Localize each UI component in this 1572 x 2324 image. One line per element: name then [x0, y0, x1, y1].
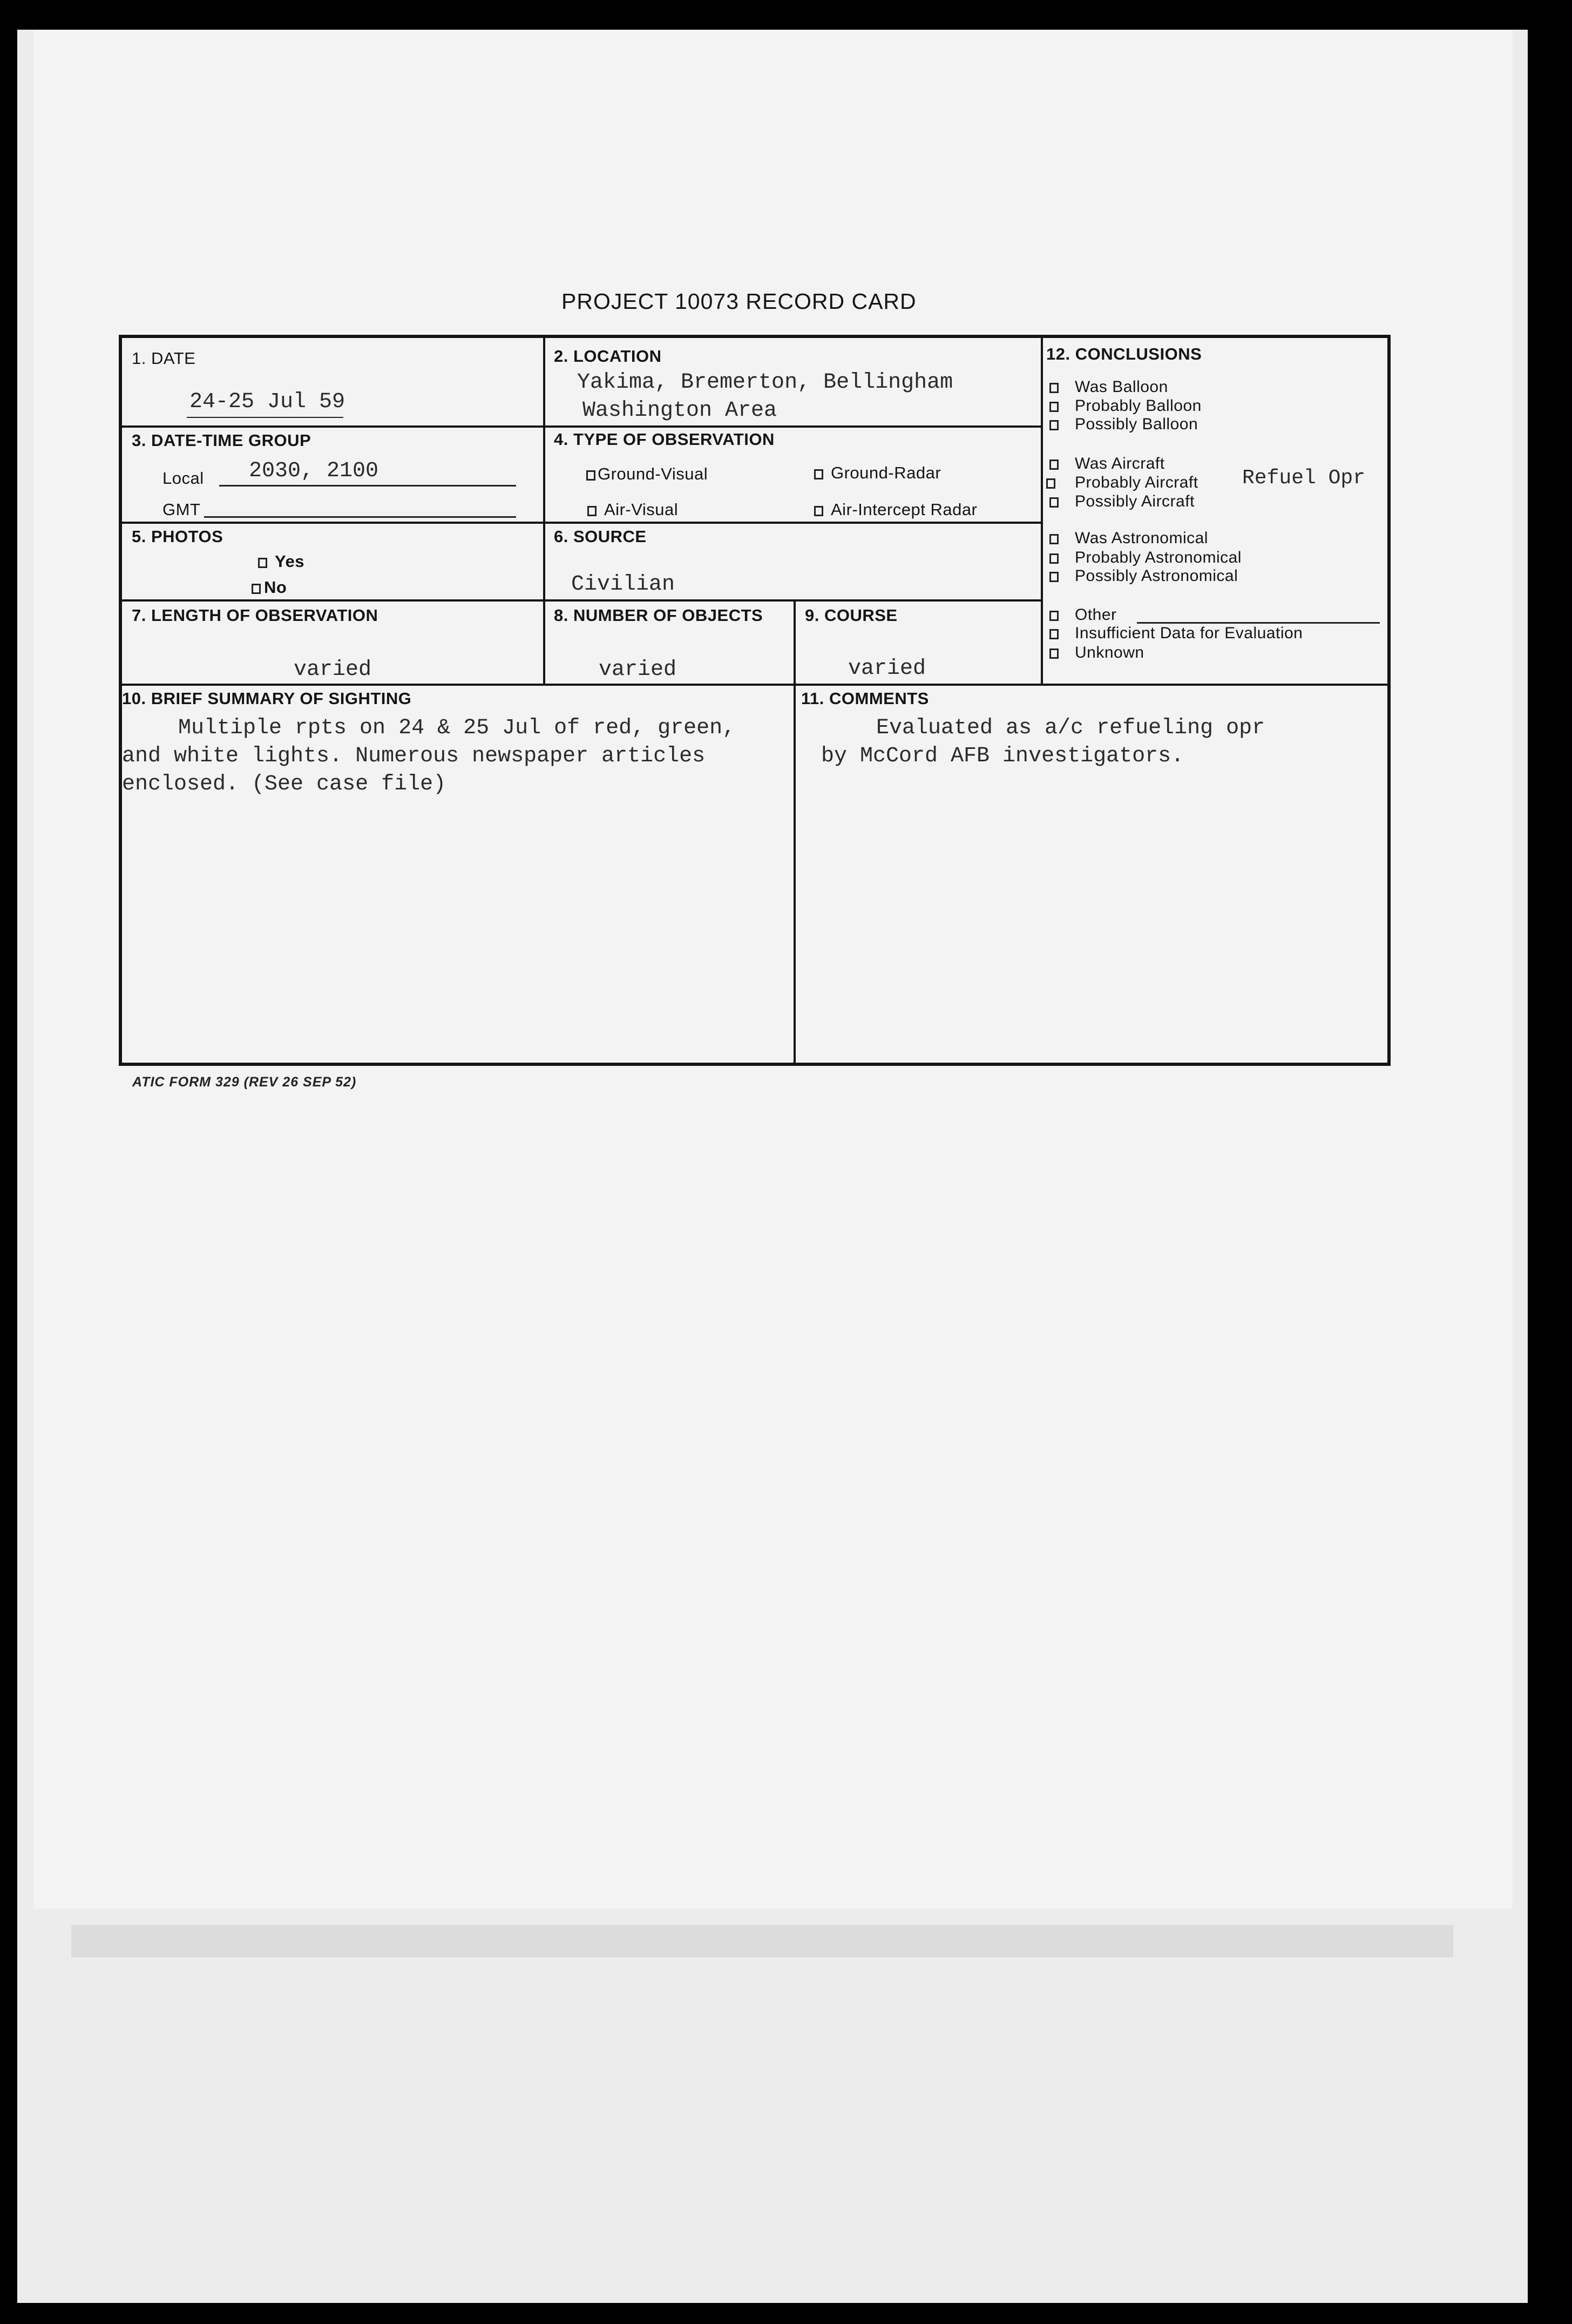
length-label: 7. LENGTH OF OBSERVATION — [132, 606, 378, 625]
checkbox-checked-icon — [1046, 478, 1055, 489]
concl-was-aircraft: Was Aircraft — [1049, 455, 1165, 473]
length-value: varied — [294, 658, 372, 682]
checkbox-icon — [1049, 383, 1059, 393]
checkbox-icon — [1049, 460, 1059, 470]
checkbox-icon — [1049, 572, 1059, 582]
concl-other: Other — [1049, 606, 1117, 624]
location-line1: Yakima, Bremerton, Bellingham — [577, 370, 953, 395]
concl-insufficient: Insufficient Data for Evaluation — [1049, 624, 1303, 643]
date-label: 1. DATE — [132, 349, 196, 368]
sheet-shadow — [71, 1925, 1453, 1957]
concl-probably-aircraft: Probably Aircraft — [1046, 474, 1198, 492]
source-label: 6. SOURCE — [554, 527, 647, 546]
checkbox-icon — [1049, 420, 1059, 430]
option-ground-visual: Ground-Visual — [586, 464, 708, 484]
summary-line-3: enclosed. (See case file) — [122, 772, 446, 796]
checkbox-icon — [1049, 611, 1059, 621]
source-value: Civilian — [571, 572, 675, 597]
location-line2: Washington Area — [582, 398, 777, 423]
local-label: Local — [162, 469, 204, 488]
option-ground-radar: Ground-Radar — [814, 463, 941, 483]
concl-possibly-astronomical: Possibly Astronomical — [1049, 567, 1238, 585]
option-air-visual: Air-Visual — [587, 500, 678, 519]
summary-line-2: and white lights. Numerous newspaper articles — [122, 744, 706, 768]
photos-no: No — [252, 578, 287, 597]
objects-label: 8. NUMBER OF OBJECTS — [554, 606, 763, 625]
concl-unknown: Unknown — [1049, 644, 1144, 662]
card-title: PROJECT 10073 RECORD CARD — [561, 289, 917, 314]
checkbox-checked-icon — [586, 470, 595, 481]
summary-line-1: Multiple rpts on 24 & 25 Jul of red, green, — [178, 716, 736, 740]
concl-probably-balloon: Probably Balloon — [1049, 397, 1202, 415]
concl-possibly-aircraft: Possibly Aircraft — [1049, 492, 1195, 511]
course-value: varied — [848, 657, 926, 681]
checkbox-icon — [1049, 402, 1059, 412]
gmt-label: GMT — [162, 500, 201, 519]
date-value: 24-25 Jul 59 — [189, 390, 345, 414]
dtg-label: 3. DATE-TIME GROUP — [132, 431, 311, 450]
concl-was-balloon: Was Balloon — [1049, 378, 1168, 396]
comments-line-2: by McCord AFB investigators. — [821, 744, 1184, 768]
checkbox-icon — [258, 558, 267, 568]
concl-was-astronomical: Was Astronomical — [1049, 529, 1208, 548]
location-label: 2. LOCATION — [554, 347, 662, 366]
record-card — [119, 335, 1391, 1066]
local-time-value: 2030, 2100 — [249, 459, 379, 483]
checkbox-icon — [814, 506, 823, 516]
comments-line-1: Evaluated as a/c refueling opr — [876, 716, 1265, 740]
checkbox-icon — [1049, 497, 1059, 508]
photos-label: 5. PHOTOS — [132, 527, 223, 546]
option-air-intercept: Air-Intercept Radar — [814, 500, 977, 519]
checkbox-icon — [814, 469, 823, 479]
checkbox-icon — [1049, 629, 1059, 639]
observation-type-label: 4. TYPE OF OBSERVATION — [554, 430, 775, 449]
concl-possibly-balloon: Possibly Balloon — [1049, 415, 1198, 434]
form-id: ATIC FORM 329 (REV 26 SEP 52) — [132, 1075, 357, 1090]
objects-value: varied — [599, 658, 677, 682]
course-label: 9. COURSE — [805, 606, 898, 625]
checkbox-checked-icon — [252, 584, 261, 594]
comments-label: 11. COMMENTS — [801, 689, 929, 708]
conclusions-label: 12. CONCLUSIONS — [1046, 344, 1202, 363]
aircraft-note: Refuel Opr — [1242, 467, 1366, 490]
checkbox-icon — [1049, 534, 1059, 544]
checkbox-icon — [1049, 648, 1059, 659]
concl-probably-astronomical: Probably Astronomical — [1049, 549, 1242, 567]
checkbox-icon — [587, 506, 597, 516]
photos-yes: Yes — [258, 552, 304, 571]
summary-label: 10. BRIEF SUMMARY OF SIGHTING — [122, 689, 412, 708]
checkbox-icon — [1049, 553, 1059, 564]
